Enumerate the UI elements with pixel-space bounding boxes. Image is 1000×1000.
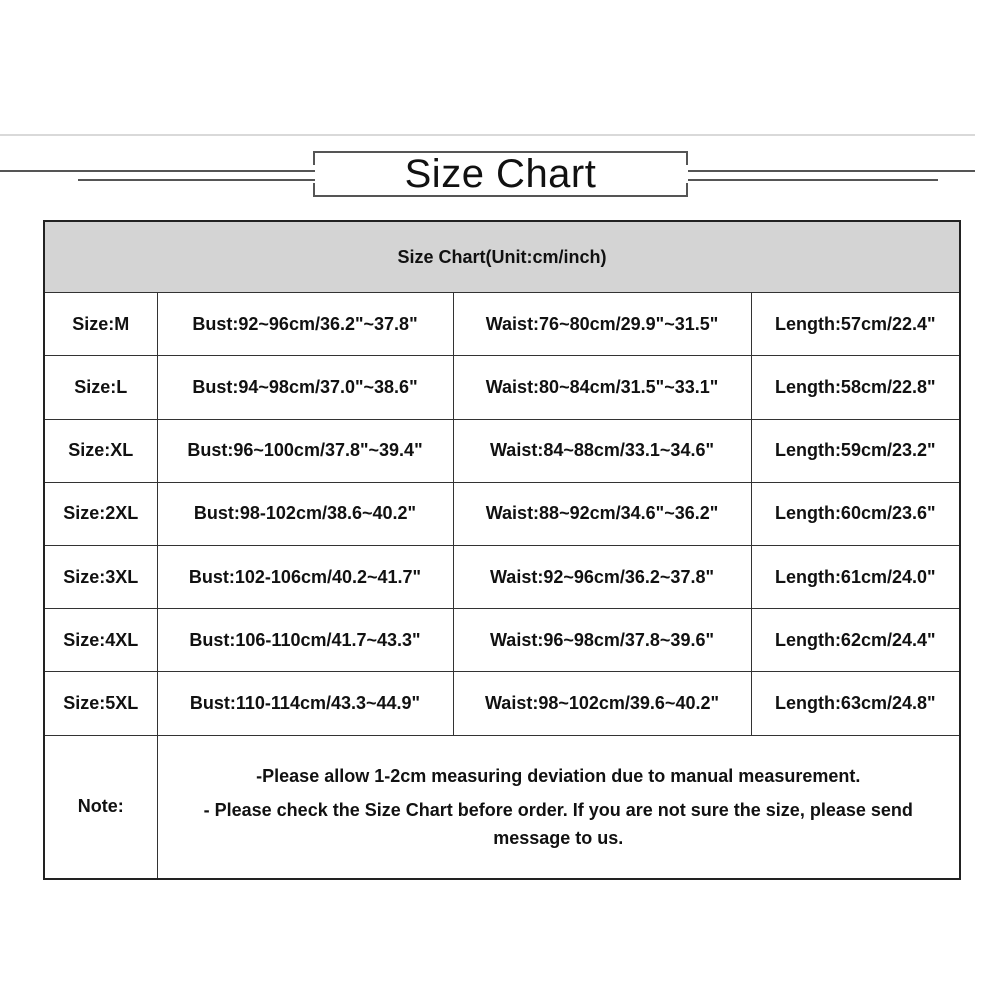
waist-cell: Waist:76~80cm/29.9"~31.5" (453, 293, 751, 356)
title-deco-line-right-bottom (688, 179, 938, 181)
table-header: Size Chart(Unit:cm/inch) (44, 221, 960, 293)
bust-cell: Bust:110-114cm/43.3~44.9" (157, 672, 453, 735)
bust-cell: Bust:102-106cm/40.2~41.7" (157, 545, 453, 608)
top-divider-line (0, 134, 975, 136)
size-cell: Size:3XL (44, 545, 157, 608)
length-cell: Length:57cm/22.4" (751, 293, 960, 356)
size-cell: Size:2XL (44, 482, 157, 545)
table-row (44, 293, 960, 356)
note-content (157, 735, 960, 879)
size-cell: Size:M (44, 293, 157, 356)
page-title: Size Chart (404, 151, 597, 196)
note-label: Note: (44, 735, 157, 879)
waist-cell: Waist:84~88cm/33.1~34.6" (453, 419, 751, 482)
bust-cell: Bust:94~98cm/37.0"~38.6" (157, 356, 453, 419)
length-cell: Length:60cm/23.6" (751, 482, 960, 545)
bust-cell: Bust:98-102cm/38.6~40.2" (157, 482, 453, 545)
bust-cell: Bust:92~96cm/36.2"~37.8" (157, 293, 453, 356)
size-cell: Size:4XL (44, 609, 157, 672)
length-cell: Length:63cm/24.8" (751, 672, 960, 735)
table-row (44, 609, 960, 672)
waist-cell: Waist:92~96cm/36.2~37.8" (453, 545, 751, 608)
note-line-deviation: -Please allow 1-2cm measuring deviation due to manual measurement. (256, 765, 861, 786)
table-row (44, 356, 960, 419)
table-row (44, 482, 960, 545)
waist-cell: Waist:88~92cm/34.6"~36.2" (453, 482, 751, 545)
title-deco-line-left-top (0, 170, 315, 172)
title-deco-line-right-top (688, 170, 975, 172)
waist-cell: Waist:98~102cm/39.6~40.2" (453, 672, 751, 735)
waist-cell: Waist:96~98cm/37.8~39.6" (453, 609, 751, 672)
title-deco-line-left-bottom (78, 179, 315, 181)
length-cell: Length:62cm/24.4" (751, 609, 960, 672)
bust-cell: Bust:96~100cm/37.8"~39.4" (157, 419, 453, 482)
note-line-check-chart: - Please check the Size Chart before order. If you are not sure the size, please send message to us. (203, 799, 913, 848)
length-cell: Length:59cm/23.2" (751, 419, 960, 482)
table-header-row (44, 221, 960, 293)
title-frame (313, 151, 688, 197)
table-row (44, 419, 960, 482)
size-cell: Size:L (44, 356, 157, 419)
table-row (44, 672, 960, 735)
length-cell: Length:58cm/22.8" (751, 356, 960, 419)
length-cell: Length:61cm/24.0" (751, 545, 960, 608)
table-row (44, 545, 960, 608)
note-row (44, 735, 960, 879)
size-cell: Size:XL (44, 419, 157, 482)
size-chart-table (43, 220, 961, 880)
bust-cell: Bust:106-110cm/41.7~43.3" (157, 609, 453, 672)
waist-cell: Waist:80~84cm/31.5"~33.1" (453, 356, 751, 419)
size-cell: Size:5XL (44, 672, 157, 735)
